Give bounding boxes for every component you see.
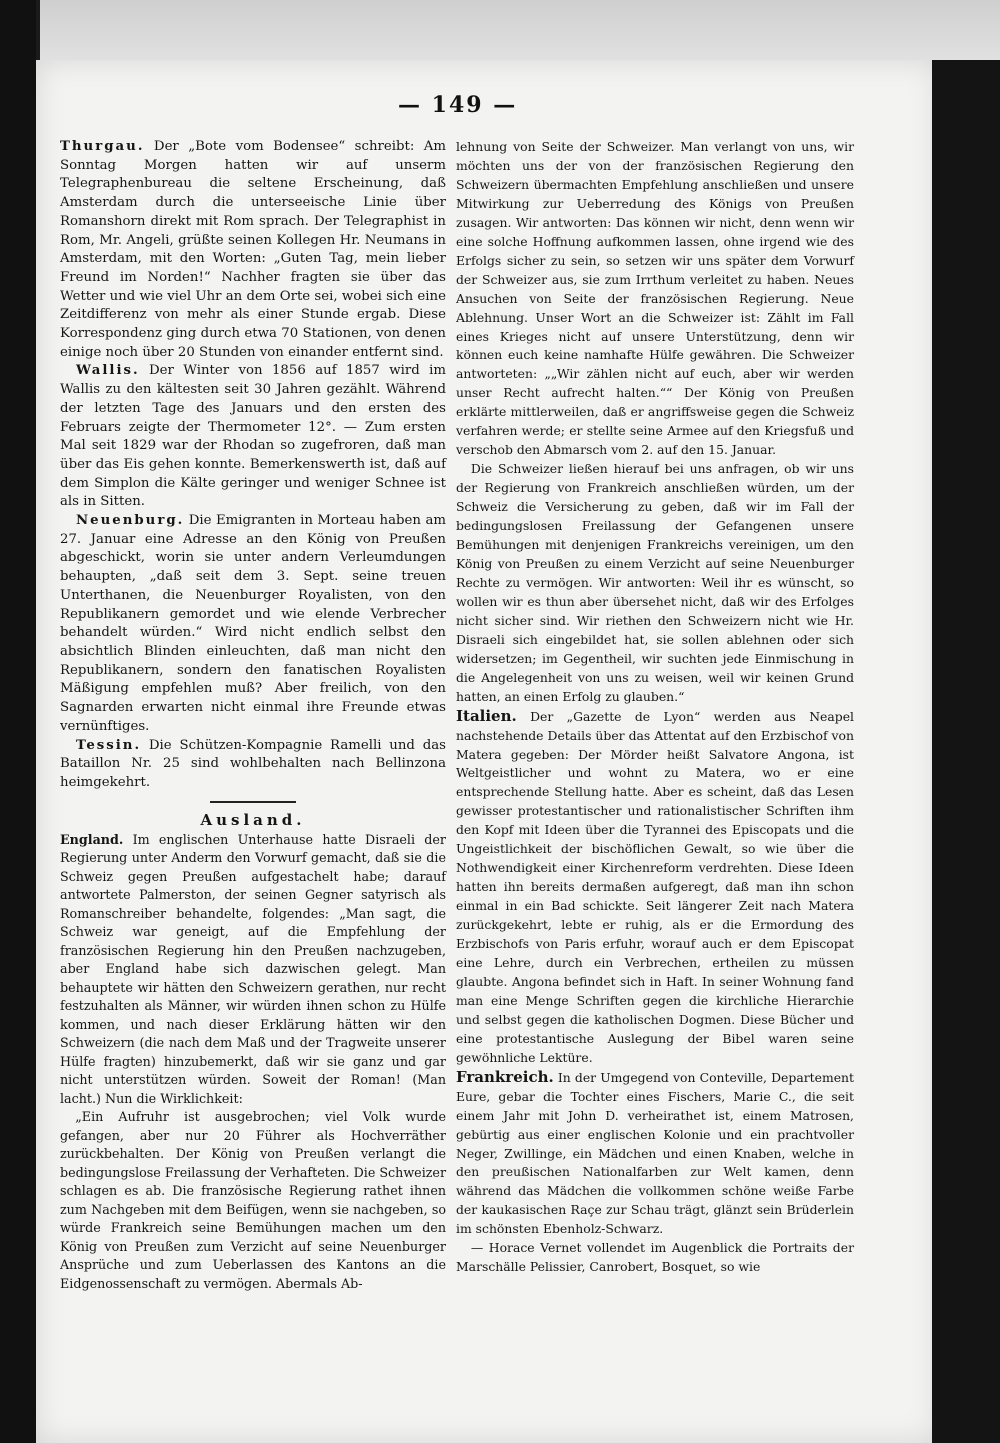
paragraph-england (60, 831, 446, 1109)
paragraph-text: Die Schweizer ließen hierauf bei uns anfragen, ob wir uns der Regierung von Frankreich anschließen würden, um der Schweiz die Versicherung zu geben, daß wir im Fall der bedingungslosen Freilassung der Gefangenen unsere Bemühungen mit denjenigen Frankreichs vereinigen, um den König von Preußen zu einem Verzicht auf seine Neuenburger Rechte zu vermögen. Wir antworten: Weil ihr es wünscht, so wollen wir es thun aber übersehet nicht, daß wir des Erfolges nicht sicher sind. Wir riethen den Schweizern nicht wie Hr. Disraeli sich eingebildet hat, sie sollen ablehnen oder sich widersetzen; im Gegentheil, wir suchten jede Einmischung in die Angelegenheit von uns zu weisen, weil wir keinen Grund hatten, an einen Erfolg zu glauben.“ (456, 461, 854, 704)
paragraph-head: Frankreich. (456, 1067, 554, 1086)
paragraph-text: Der „Bote vom Bodensee“ schreibt: Am Sonntag Morgen hatten wir auf unserm Telegraphenbureau die seltene Erscheinung, daß Amsterdam durch die unterseeische Linie über Romanshorn direkt mit Rom sprach. Der Telegraphist in Rom, Mr. Angeli, grüßte seinen Kollegen Hr. Neumans in Amsterdam, mit den Worten: „Guten Tag, mein lieber Freund im Norden!“ Nachher fragten sie über das Wetter und wie viel Uhr an dem Orte sei, wobei sich eine Zeitdifferenz von mehr als einer Stunde ergab. Diese Korrespondenz ging durch etwa 70 Stationen, von denen einige noch über 20 Stunden von einander entfernt sind. (60, 139, 446, 360)
paragraph-england-quote (60, 1108, 446, 1293)
paragraph-text: Der „Gazette de Lyon“ werden aus Neapel nachstehende Details über das Attentat auf den Erzbischof von Matera gegeben: Der Mörder heißt Salvatore Angona, ist Weltgeistlicher und wohnt zu Matera, wo er eine entsprechende Stellung hatte. Aber es scheint, daß das Lesen gewisser protestantischer und rationalistischer Schriften ihm den Kopf mit Ideen über die Tyrannei des Episcopats und die Ungeistlichkeit der bischöflichen Gewalt, so wie über die Nothwendigkeit einer Kirchenreform verdrehten. Diese Ideen hatten ihn bereits dermaßen aufgeregt, daß man ihn schon einmal in ein Bad schickte. Seit längerer Zeit nach Matera zurückgekehrt, lebte er ruhig, als er die Ermordung des Erzbischofs von Paris erfuhr, worauf auch er dem Episcopat eine Lehre, durch ein Verbrechen, ertheilen zu müssen glaubte. Angona befindet sich in Haft. In seiner Wohnung fand man eine Menge Schriften gegen die kirchliche Hierarchie und selbst gegen die katholischen Dogmen. Diese Bücher und eine protestantische Auslegung der Bibel waren seine gewöhnliche Lektüre. (456, 708, 854, 1065)
book-gutter-shadow (0, 0, 36, 1443)
paragraph-head: England. (60, 831, 124, 847)
paragraph-vernet (456, 1239, 854, 1277)
paragraph-text: — Horace Vernet vollendet im Augenblick die Portraits der Marschälle Pelissier, Canrobert, Bosquet, so wie (456, 1240, 854, 1275)
paragraph-text: Die Emigranten in Morteau haben am 27. Januar eine Adresse an den König von Preußen abgeschickt, worin sie unter andern Verleumdungen behaupten, „daß seit dem 3. Sept. seine treuen Unterthanen, die Neuenburger Royalisten, von den Republikanern gemordet und wie elende Verbrecher behandelt würden.“ Wird nicht endlich selbst den absichtlich Blinden einleuchten, daß man nicht den Republikanern, sondern den fanatischen Royalisten Mäßigung empfehlen muß? Aber freilich, von den Sagnarden erwarten nicht einmal ihre Freunde etwas vernünftiges. (60, 513, 446, 734)
paragraph-head: Thurgau. (60, 139, 145, 154)
paragraph-text: lehnung von Seite der Schweizer. Man verlangt von uns, wir möchten uns der von der französischen Regierung den Schweizern übermachten Empfehlung anschließen und unsere Mitwirkung zur Ueberredung des Königs von Preußen zusagen. Wir antworten: Das können wir nicht, denn wenn wir eine solche Hoffnung aufkommen lassen, ohne irgend wie des Erfolgs sicher zu sein, so setzen wir uns später dem Vorwurf der Schweizer aus, sie zum Irrthum verleitet zu haben. Neues Ansuchen von Seite der französischen Regierung. Neue Ablehnung. Unser Wort an die Schweizer ist: Zählt im Fall eines Krieges nicht auf unsere Unterstützung, denn wir können euch keine namhafte Hülfe gewähren. Die Schweizer antworteten: „„Wir zählen nicht auf euch, aber wir werden unser Recht aufrecht halten.““ Der König von Preußen erklärte mittlerweilen, daß er angriffsweise gegen die Schweiz verfahren werde; er stellte seine Armee auf den Kriegsfuß und verschob den Abmarsch vom 2. auf den 15. Januar. (456, 139, 854, 458)
left-column (60, 138, 446, 1293)
paragraph-text: Die Schützen-Kompagnie Ramelli und das Bataillon Nr. 25 sind wohlbehalten nach Bellinzona heimgekehrt. (60, 737, 446, 790)
paragraph-text: „Ein Aufruhr ist ausgebrochen; viel Volk wurde gefangen, aber nur 20 Führer als Hochverräther zurückbehalten. Der König von Preußen verlangt die bedingungslose Freilassung der Verhafteten. Die Schweizer schlagen es ab. Die französische Regierung rathet ihnen zum Nachgeben mit dem Beifügen, wenn sie nachgeben, so würde Frankreich seine Bemühungen machen um den König von Preußen zum Verzicht auf seine Neuenburger Ansprüche und zum Ueberlassen des Kantons an die Eidgenossenschaft zu vermögen. Abermals Ab- (60, 1109, 447, 1291)
paragraph-wallis (60, 362, 446, 512)
paragraph-italien (456, 707, 854, 1068)
section-title-ausland: Ausland. (60, 811, 446, 829)
paragraph-england-continued (456, 138, 854, 460)
book-edge-shadow (932, 60, 1000, 1443)
paragraph-tessin (60, 737, 446, 793)
paragraph-england-quote-end (456, 460, 854, 706)
paragraph-neuenburg (60, 512, 446, 736)
paragraph-head: Tessin. (75, 737, 142, 753)
paragraph-head: Italien. (456, 706, 517, 725)
paragraph-text: Im englischen Unterhause hatte Disraeli der Regierung unter Anderm den Vorwurf gemacht, daß sie die Schweiz gegen Preußen aufgestachelt habe; darauf antwortete Palmerston, der seinen Gegner satyrisch als Romanschreiber behandelte, folgendes: „Man sagt, die Schweiz war geneigt, auf die Empfehlung der französischen Regierung hin den Preußen nachzugeben, aber England habe sich dazwischen gelegt. Man behauptete wir hätten den Schweizern gerathen, nur recht festzuhalten als Männer, wir würden ihnen schon zu Hülfe kommen, und nach dieser Erklärung hätten wir den Schweizern (die nach dem Maß und der Tragweite unserer Hülfe fragten) hinzubemerkt, daß wir sie ganz und gar nicht unterstützen würden. Soweit der Roman! (Man lacht.) Nun die Wirklichkeit: (60, 831, 446, 1106)
paragraph-text: In der Umgegend von Conteville, Departement Eure, gebar die Tochter eines Fischers, Marie C., die seit einem Jahr mit John D. verheirathet ist, einem Matrosen, gebürtig aus einer englischen Kolonie und ein prachtvoller Neger, Zwillinge, ein Mädchen und einen Knaben, welche in den preußischen Nationalfarben zur Welt kamen, denn während das Mädchen die vollkommen schöne weiße Farbe der kaukasischen Raçe zur Schau trägt, glänzt sein Brüderlein im schönsten Ebenholz-Schwarz. (456, 1069, 854, 1237)
right-column (456, 138, 854, 1277)
paragraph-head: Neuenburg. (75, 513, 185, 529)
paragraph-head: Wallis. (75, 363, 140, 379)
page-number: — 149 — (398, 92, 518, 118)
paragraph-text: Der Winter von 1856 auf 1857 wird im Wallis zu den kältesten seit 30 Jahren gezählt. Während der letzten Tage des Januars und den ersten des Februars zeigte der Thermometer 12°. — Zum ersten Mal seit 1829 war der Rhodan so zugefroren, daß man über das Eis gehen konnte. Bemerkenswerth ist, daß auf dem Simplon die Kälte geringer und weniger Schnee ist als in Sitten. (60, 363, 446, 510)
paragraph-frankreich (456, 1068, 854, 1240)
paragraph-thurgau (60, 138, 446, 362)
